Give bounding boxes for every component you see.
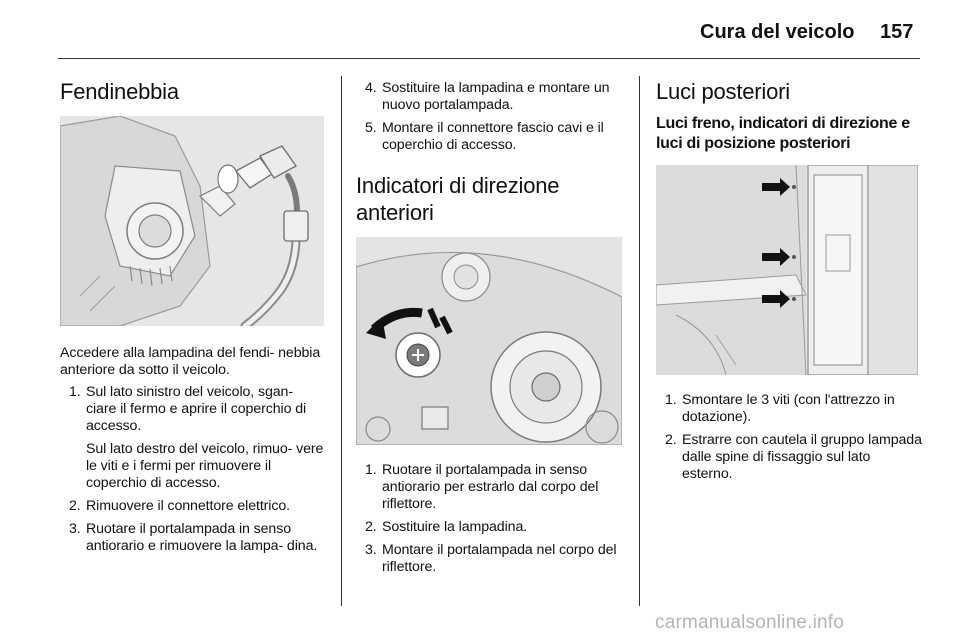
step-number: 4. [365,80,377,96]
step-item [60,498,326,515]
rear-light-drawing [656,165,918,375]
step-number: 2. [365,519,377,535]
intro-paragraph: Accedere alla lampadina del fendi- nebbia anteriore da sotto il veicolo. [60,345,321,378]
running-header-title: Cura del veicolo [700,21,855,43]
fog-light-illustration [60,116,324,326]
rear-light-illustration [656,165,918,375]
step-text: Ruotare il portalampada in senso antiorario per estrarlo dal corpo del riflettore. [382,462,599,512]
section-title-fog-lights: Fendinebbia [60,79,179,104]
step-item [356,80,626,114]
step-number: 5. [365,120,377,136]
section-title-front-indicators: Indicatori di direzione anteriori [356,173,560,225]
front-indicator-steps [356,462,626,576]
step-item [60,384,326,492]
column-fog-lights [60,74,326,555]
step-number: 2. [69,498,81,514]
column-divider-1 [341,76,342,606]
header-rule [58,58,920,59]
fog-light-steps [60,384,326,555]
step-number: 1. [69,384,81,400]
step-text: Sostituire la lampadina. [382,519,528,535]
fog-light-steps-continued [356,80,626,154]
section-title-rear-lights: Luci posteriori [656,79,790,104]
front-indicator-drawing [356,237,622,445]
step-item [356,519,626,536]
step-text: Sostituire la lampadina e montare un nuovo portalampada. [382,80,610,113]
column-front-indicators [356,74,626,576]
step-item [356,542,626,576]
step-text: Ruotare il portalampada in senso antiorario e rimuovere la lampa- dina. [86,521,318,554]
step-text: Sul lato sinistro del veicolo, sgan- ciare il fermo e aprire il coperchio di accesso. [86,384,307,434]
front-indicator-illustration [356,237,622,445]
step-number: 1. [665,392,677,408]
step-number: 1. [365,462,377,478]
step-text: Montare il portalampada nel corpo del riflettore. [382,542,617,575]
column-rear-lights [656,74,922,483]
step-number: 3. [69,521,81,537]
subsection-title-rear-lights: Luci freno, indicatori di direzione e luci di posizione posteriori [656,115,910,152]
step-item [356,462,626,513]
step-item [60,521,326,555]
step-text: Estrarre con cautela il gruppo lampada dalle spine di fissaggio sul lato esterno. [682,432,922,482]
step-item [656,432,922,483]
step-text: Montare il connettore fascio cavi e il coperchio di accesso. [382,120,604,153]
page-number: 157 [880,21,914,43]
fog-light-bulb-drawing [60,116,324,326]
rear-light-steps [656,392,922,483]
step-item [356,120,626,154]
step-extra-text: Sul lato destro del veicolo, rimuo- vere le viti e i fermi per rimuovere il coperchio di accesso. [86,441,324,491]
watermark: carmanualsonline.info [655,612,845,633]
step-text: Smontare le 3 viti (con l'attrezzo in dotazione). [682,392,895,425]
step-item [656,392,922,426]
step-text: Rimuovere il connettore elettrico. [86,498,290,514]
column-divider-2 [639,76,640,606]
step-number: 3. [365,542,377,558]
step-number: 2. [665,432,677,448]
